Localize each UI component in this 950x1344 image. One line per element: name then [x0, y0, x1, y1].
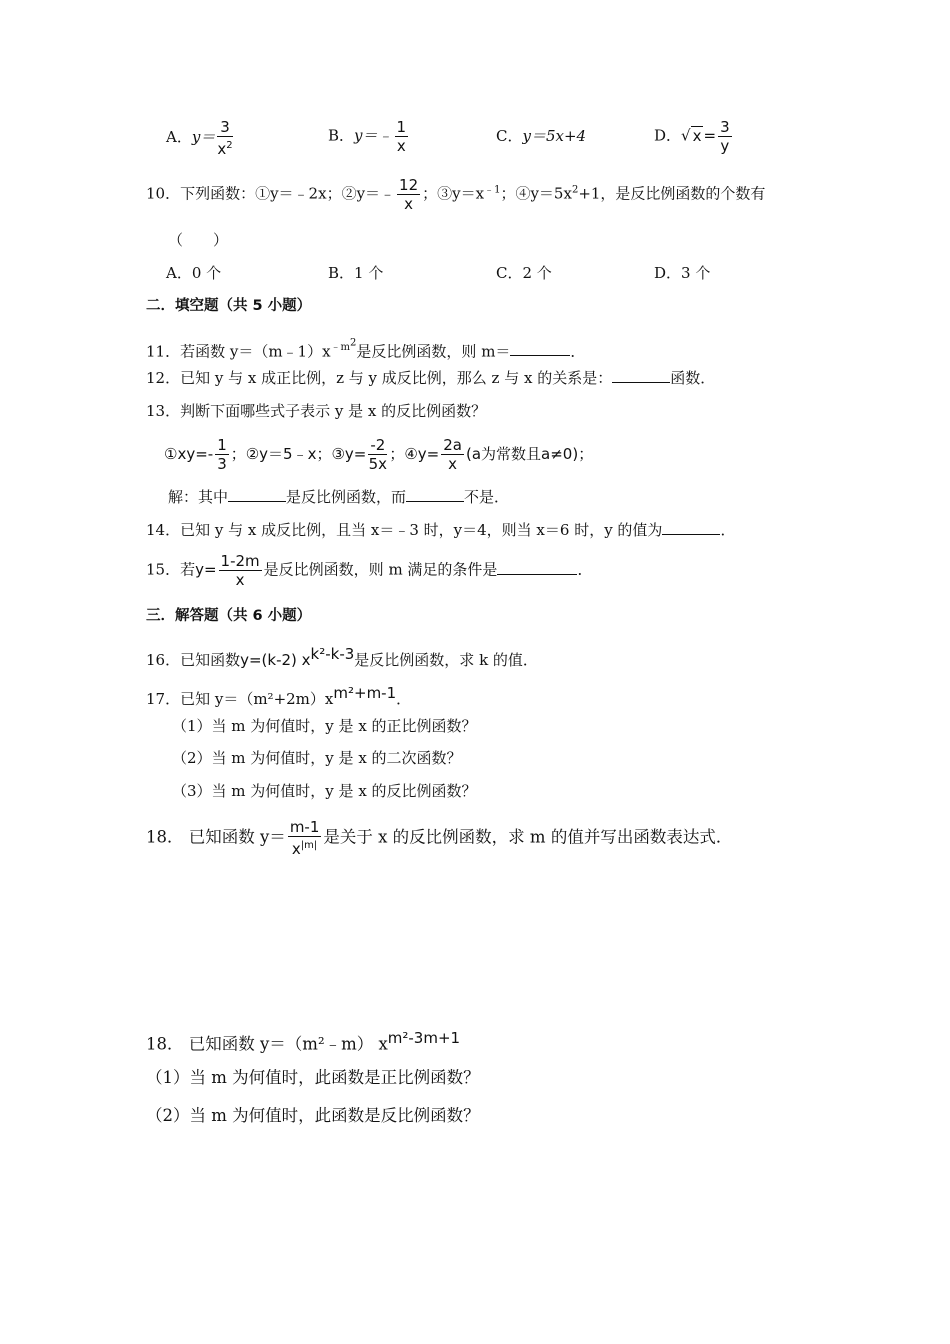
answer-blank[interactable]	[406, 487, 464, 502]
answer-blank[interactable]	[662, 520, 720, 535]
q17-stem: 17．已知 $y=(m^2+2m)x^{m^2+m-1}$．	[146, 684, 412, 708]
q17-part3: （3）当 m 为何值时，y 是 x 的反比例函数？	[172, 782, 477, 800]
fraction: $\frac{12}{x}$	[399, 176, 419, 213]
q15: 15．若y= $\frac{1-2m}{x}$ 是反比例函数，则 m 满足的条件是 ．	[146, 552, 593, 589]
q18-second-stem: 18． 已知函数 y＝（m²﹣m） $x^{m^2-3m+1}$	[146, 1029, 461, 1054]
fraction: $\frac{-2}{5x}$	[368, 436, 388, 473]
answer-blank[interactable]	[497, 560, 577, 575]
q9-option-b: B．y＝﹣ $\frac{1}{x}$	[328, 118, 407, 155]
sqrt-icon: √	[681, 126, 691, 145]
fraction: $\frac{1}{x}$	[396, 118, 407, 155]
q9-option-d: D．√ x = $\frac{3}{y}$	[654, 118, 730, 155]
q14: 14．已知 y 与 x 成反比例，且当 x＝﹣3 时，y＝4，则当 x＝6 时，y 的值为 ．	[146, 521, 736, 539]
fraction: $\frac{1}{3}$	[217, 436, 227, 473]
fraction: $\frac{1-2m}{x}$	[220, 552, 260, 589]
q13-answer: 解：其中 是反比例函数，而 不是．	[168, 488, 510, 506]
section-heading: 二．填空题（共 5 小题）	[146, 298, 312, 314]
q16: 16．已知函数y=(k-2) $x^{k^2-k-3}$是反比例函数，求 k 的值．	[146, 645, 538, 669]
q10-option-d: D．3 个	[654, 264, 711, 282]
q10-option-b: B．1 个	[328, 264, 384, 282]
q9-option-c: C．y＝5x+4	[496, 127, 587, 145]
answer-blank[interactable]	[228, 487, 286, 502]
q13-stem: 13．判断下面哪些式子表示 y 是 x 的反比例函数？	[146, 402, 487, 420]
section-heading: 三．解答题（共 6 小题）	[146, 608, 312, 624]
q13-expressions: ①xy=- $\frac{1}{3}$ ；②y＝5﹣x；③y= $\frac{-2}{5x}$ ；④y= $\frac{2a}{x}$ (a为常数且a≠0)；	[164, 436, 594, 473]
q18-second-part2: （2）当 m 为何值时，此函数是反比例函数？	[146, 1106, 480, 1125]
fraction: $\frac{m-1}{x^{|m|}}$	[289, 818, 320, 858]
fraction: $\frac{3}{x^2}$	[217, 118, 233, 158]
answer-blank[interactable]	[510, 341, 570, 356]
q18-second-part1: （1）当 m 为何值时，此函数是正比例函数？	[146, 1068, 480, 1087]
q10-paren: （ ）	[168, 231, 229, 249]
fraction: $\frac{2a}{x}$	[443, 436, 462, 473]
q11: 11．若函数 $y=(m﹣1)x^{﹣m^2}$是反比例函数，则 m＝ ．	[146, 338, 586, 361]
answer-blank[interactable]	[612, 368, 670, 383]
q12: 12．已知 y 与 x 成正比例，z 与 y 成反比例，那么 z 与 x 的关系是： 函数．	[146, 369, 716, 387]
q10-stem: 10．下列函数：①y＝﹣2x；②y＝﹣ $\frac{12}{x}$ ；$③y=x^{﹣1}$；$④y=5x^2+1$，是反比例函数的个数有	[146, 176, 766, 213]
q18-first: 18． 已知函数 y＝ $\frac{m-1}{x^{|m|}}$ 是关于 x 的反比例函数，求 m 的值并写出函数表达式．	[146, 818, 733, 858]
q17-part1: （1）当 m 为何值时，y 是 x 的正比例函数？	[172, 717, 477, 735]
q10-option-a: A．0 个	[166, 264, 222, 282]
fraction: $\frac{3}{y}$	[720, 118, 730, 155]
q17-part2: （2）当 m 为何值时，y 是 x 的二次函数？	[172, 749, 462, 767]
q9-option-a: A．y＝ $\frac{3}{x^2}$	[166, 118, 233, 158]
q10-option-c: C．2 个	[496, 264, 552, 282]
